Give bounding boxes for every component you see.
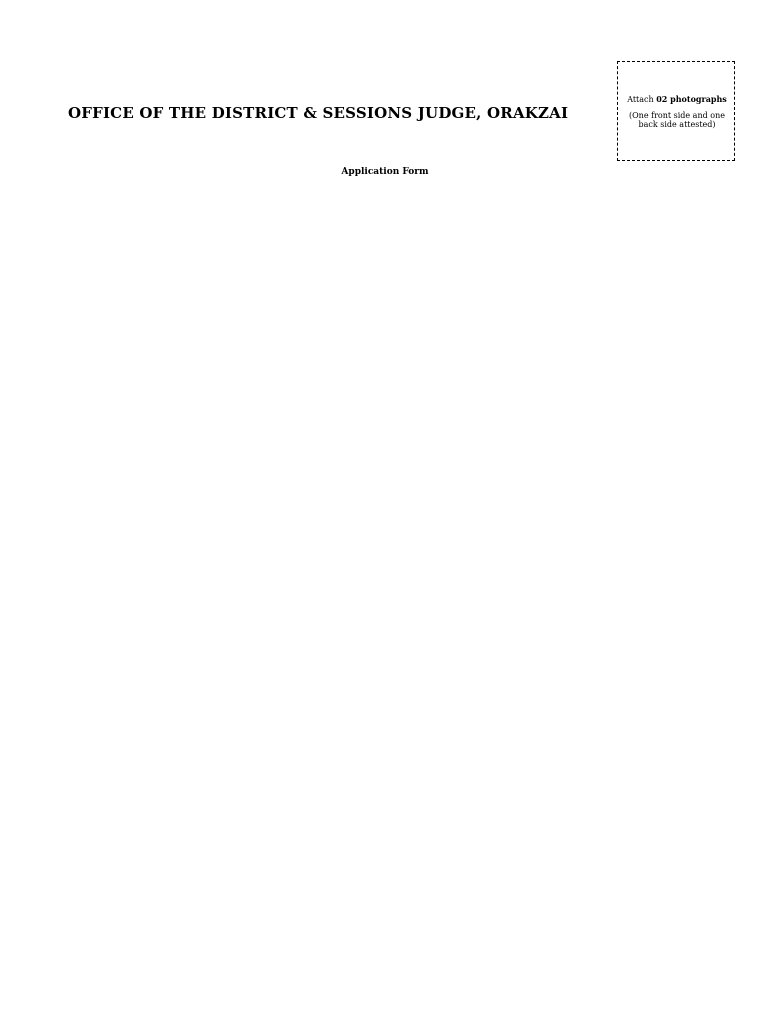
office-title: OFFICE OF THE DISTRICT & SESSIONS JUDGE, ORAKZAI (68, 104, 569, 122)
photograph-instruction-line-2: (One front side and one (629, 111, 725, 120)
application-form-heading: Application Form (341, 167, 429, 177)
photograph-instruction-line-3: back side attested) (638, 120, 716, 129)
photograph-attachment-box (617, 61, 735, 161)
photograph-count: 02 photographs (656, 94, 727, 104)
photograph-instruction-line-1 (618, 94, 736, 105)
attach-label: Attach (627, 95, 654, 104)
